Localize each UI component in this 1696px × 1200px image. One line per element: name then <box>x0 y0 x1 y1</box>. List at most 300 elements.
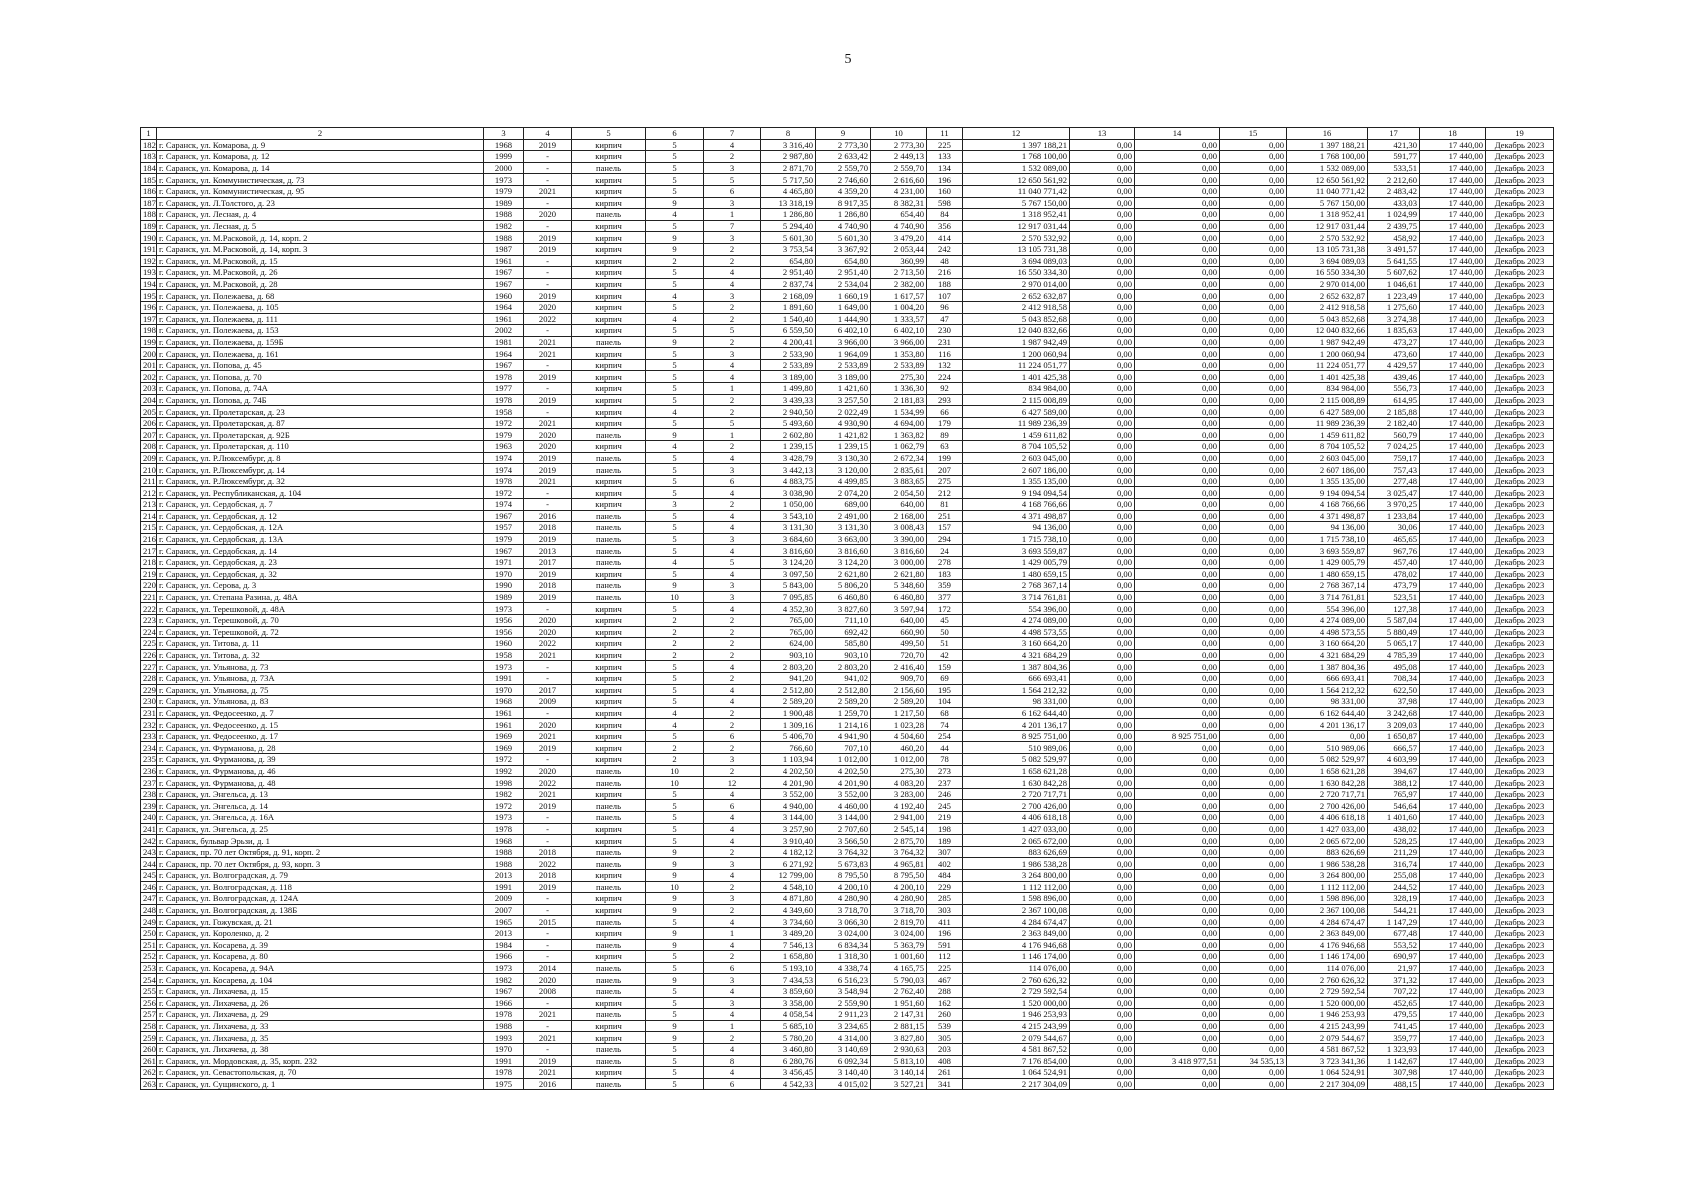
table-cell: панель <box>572 939 646 951</box>
table-cell: г. Саранск, ул. Терешковой, д. 48А <box>157 603 484 615</box>
table-cell: 17 440,00 <box>1420 464 1486 476</box>
table-cell: 3 160 664,20 <box>963 638 1070 650</box>
table-cell: 0,00 <box>1070 649 1135 661</box>
table-cell: 2018 <box>524 522 572 534</box>
table-cell: 0,00 <box>1070 1043 1135 1055</box>
table-cell: 1 239,15 <box>761 441 816 453</box>
table-cell: г. Саранск, ул. Терешковой, д. 72 <box>157 626 484 638</box>
table-cell: 0,00 <box>1220 614 1287 626</box>
table-cell: 1963 <box>484 441 524 453</box>
table-cell: 0,00 <box>1135 1032 1220 1044</box>
table-cell: 6 162 644,40 <box>1287 707 1368 719</box>
table-cell: 2019 <box>524 1055 572 1067</box>
table-cell: - <box>524 823 572 835</box>
table-cell: 834 984,00 <box>1287 383 1368 395</box>
table-cell: 8 382,31 <box>871 197 927 209</box>
table-cell: 0,00 <box>1070 383 1135 395</box>
table-cell: 0,00 <box>1135 858 1220 870</box>
table-cell: г. Саранск, ул. Титова, д. 11 <box>157 638 484 650</box>
table-cell: 0,00 <box>1135 1020 1220 1032</box>
table-row <box>141 394 1554 406</box>
table-row <box>141 383 1554 395</box>
table-cell: 2 412 918,58 <box>1287 301 1368 313</box>
table-cell: Декабрь 2023 <box>1486 359 1554 371</box>
table-cell: - <box>524 325 572 337</box>
table-cell: 0,00 <box>1135 777 1220 789</box>
table-cell: Декабрь 2023 <box>1486 672 1554 684</box>
table-cell: 0,00 <box>1220 243 1287 255</box>
table-cell: 6 427 589,00 <box>963 406 1070 418</box>
table-cell: 0,00 <box>1135 452 1220 464</box>
table-cell: 0,00 <box>1135 301 1220 313</box>
table-cell: Декабрь 2023 <box>1486 313 1554 325</box>
table-cell: 17 440,00 <box>1420 278 1486 290</box>
table-cell: 3 <box>704 197 761 209</box>
table-cell: 9 <box>646 846 704 858</box>
table-cell: - <box>524 939 572 951</box>
table-cell: 2 533,90 <box>761 348 816 360</box>
table-cell: 172 <box>927 603 963 615</box>
table-cell: 2 065 672,00 <box>963 835 1070 847</box>
table-cell: 0,00 <box>1070 684 1135 696</box>
table-cell: 883 626,69 <box>1287 846 1368 858</box>
table-cell: 9 <box>646 232 704 244</box>
table-cell: 0,00 <box>1220 661 1287 673</box>
table-cell: 1964 <box>484 348 524 360</box>
table-cell: 3 <box>704 591 761 603</box>
table-cell: 30,06 <box>1368 522 1420 534</box>
table-cell: 0,00 <box>1220 441 1287 453</box>
table-cell: г. Саранск, пр. 70 лет Октября, д. 91, корп. 2 <box>157 846 484 858</box>
table-cell: 0,00 <box>1135 475 1220 487</box>
table-cell: 1961 <box>484 313 524 325</box>
table-cell: 17 440,00 <box>1420 846 1486 858</box>
table-cell: г. Саранск, ул. Полежаева, д. 159Б <box>157 336 484 348</box>
table-cell: 4 <box>704 139 761 151</box>
table-cell: 17 440,00 <box>1420 556 1486 568</box>
table-cell: 9 <box>646 580 704 592</box>
table-cell: 0,00 <box>1070 707 1135 719</box>
table-cell: 245 <box>927 800 963 812</box>
table-cell: 1975 <box>484 1078 524 1090</box>
table-cell: Декабрь 2023 <box>1486 823 1554 835</box>
table-cell: 4 349,60 <box>761 904 816 916</box>
table-cell: 1 214,16 <box>816 719 871 731</box>
table-cell: 591 <box>927 939 963 951</box>
table-row <box>141 858 1554 870</box>
table-cell: 654,80 <box>761 255 816 267</box>
table-cell: 3 491,57 <box>1368 243 1420 255</box>
table-cell: 0,00 <box>1220 788 1287 800</box>
table-cell: Декабрь 2023 <box>1486 684 1554 696</box>
table-cell: 4 406 618,18 <box>1287 812 1368 824</box>
table-cell: 17 440,00 <box>1420 151 1486 163</box>
table-cell: 4 <box>704 835 761 847</box>
table-cell: 190 <box>141 232 157 244</box>
table-cell: 1970 <box>484 1043 524 1055</box>
table-cell: 4 176 946,68 <box>1287 939 1368 951</box>
table-cell: кирпич <box>572 1032 646 1044</box>
table-cell: 217 <box>141 545 157 557</box>
table-cell: кирпич <box>572 174 646 186</box>
table-cell: 3 189,00 <box>761 371 816 383</box>
table-cell: г. Саранск, ул. Волгоградская, д. 118 <box>157 881 484 893</box>
table-cell: 2 768 367,14 <box>963 580 1070 592</box>
table-row <box>141 603 1554 615</box>
column-header: 13 <box>1070 128 1135 140</box>
table-cell: Декабрь 2023 <box>1486 556 1554 568</box>
table-cell: 0,00 <box>1070 985 1135 997</box>
table-cell: 2 <box>646 754 704 766</box>
table-row <box>141 325 1554 337</box>
table-cell: 307 <box>927 846 963 858</box>
table-cell: 0,00 <box>1070 313 1135 325</box>
table-cell: 2009 <box>484 893 524 905</box>
table-cell: 0,00 <box>1135 313 1220 325</box>
table-cell: 1 444,90 <box>816 313 871 325</box>
table-cell: 6 427 589,00 <box>1287 406 1368 418</box>
table-cell: 4 <box>704 788 761 800</box>
table-cell: 1972 <box>484 487 524 499</box>
table-cell: 0,00 <box>1070 939 1135 951</box>
table-cell: г. Саранск, ул. Косарева, д. 80 <box>157 951 484 963</box>
table-cell: 4 740,90 <box>816 220 871 232</box>
table-cell: 4 321 684,29 <box>963 649 1070 661</box>
table-cell: 0,00 <box>1070 893 1135 905</box>
table-cell: 17 440,00 <box>1420 243 1486 255</box>
table-cell: 909,70 <box>871 672 927 684</box>
table-cell: 305 <box>927 1032 963 1044</box>
table-cell: 17 440,00 <box>1420 383 1486 395</box>
table-cell: 48 <box>927 255 963 267</box>
table-row <box>141 696 1554 708</box>
table-cell: г. Саранск, ул. Лихачева, д. 33 <box>157 1020 484 1032</box>
table-cell: 17 440,00 <box>1420 927 1486 939</box>
table-cell: 1961 <box>484 707 524 719</box>
table-cell: г. Саранск, пр. 70 лет Октября, д. 93, корп. 3 <box>157 858 484 870</box>
table-cell: 17 440,00 <box>1420 441 1486 453</box>
table-cell: 0,00 <box>1220 267 1287 279</box>
table-cell: 1 024,99 <box>1368 209 1420 221</box>
table-cell: 2 <box>704 672 761 684</box>
table-cell: 17 440,00 <box>1420 290 1486 302</box>
table-cell: Декабрь 2023 <box>1486 812 1554 824</box>
table-cell: 12 <box>704 777 761 789</box>
table-cell: 0,00 <box>1135 974 1220 986</box>
table-cell: 1 480 659,15 <box>1287 568 1368 580</box>
table-cell: 0,00 <box>1070 267 1135 279</box>
table-cell: 0,00 <box>1220 556 1287 568</box>
table-cell: 1 223,49 <box>1368 290 1420 302</box>
table-cell: 0,00 <box>1220 835 1287 847</box>
table-cell: 622,50 <box>1368 684 1420 696</box>
table-cell: 2020 <box>524 719 572 731</box>
table-row <box>141 904 1554 916</box>
table-cell: 3 764,32 <box>816 846 871 858</box>
table-cell: 210 <box>141 464 157 476</box>
table-cell: 757,43 <box>1368 464 1420 476</box>
table-cell: 263 <box>141 1078 157 1090</box>
table-cell: 458,92 <box>1368 232 1420 244</box>
table-cell: 4 200,10 <box>871 881 927 893</box>
table-cell: 17 440,00 <box>1420 765 1486 777</box>
table-cell: 6 <box>704 800 761 812</box>
table-cell: 421,30 <box>1368 139 1420 151</box>
table-cell: 3 140,14 <box>871 1067 927 1079</box>
table-cell: панель <box>572 974 646 986</box>
table-cell: - <box>524 255 572 267</box>
table-cell: кирпич <box>572 394 646 406</box>
table-cell: 4 965,81 <box>871 858 927 870</box>
table-cell: 2016 <box>524 510 572 522</box>
table-cell: 2 439,75 <box>1368 220 1420 232</box>
table-cell: 4 168 766,66 <box>1287 499 1368 511</box>
table-cell: 4 871,80 <box>761 893 816 905</box>
table-cell: 214 <box>141 510 157 522</box>
table-cell: 5 <box>646 301 704 313</box>
table-cell: 0,00 <box>1287 730 1368 742</box>
table-cell: 74 <box>927 719 963 731</box>
table-cell: 8 <box>704 1055 761 1067</box>
table-cell: 0,00 <box>1070 336 1135 348</box>
table-cell: Декабрь 2023 <box>1486 429 1554 441</box>
table-cell: 1 520 000,00 <box>1287 997 1368 1009</box>
table-cell: 237 <box>927 777 963 789</box>
table-cell: - <box>524 278 572 290</box>
table-cell: г. Саранск, ул. Энгельса, д. 13 <box>157 788 484 800</box>
table-cell: 3 242,68 <box>1368 707 1420 719</box>
table-cell: 5 363,79 <box>871 939 927 951</box>
table-cell: 69 <box>927 672 963 684</box>
table-cell: 2 217 304,09 <box>1287 1078 1368 1090</box>
table-cell: Декабрь 2023 <box>1486 742 1554 754</box>
table-cell: 84 <box>927 209 963 221</box>
table-cell: г. Саранск, ул. М.Расковой, д. 26 <box>157 267 484 279</box>
table-cell: 183 <box>141 151 157 163</box>
table-cell: 228 <box>141 672 157 684</box>
table-cell: 0,00 <box>1220 383 1287 395</box>
table-cell: 3 <box>704 464 761 476</box>
table-cell: 6 <box>704 1078 761 1090</box>
table-cell: 1973 <box>484 603 524 615</box>
table-cell: кирпич <box>572 348 646 360</box>
table-cell: г. Саранск, ул. Волгоградская, д. 79 <box>157 870 484 882</box>
table-cell: 17 440,00 <box>1420 1067 1486 1079</box>
table-cell: 4 371 498,87 <box>1287 510 1368 522</box>
table-cell: кирпич <box>572 487 646 499</box>
table-cell: г. Саранск, ул. Лесная, д. 5 <box>157 220 484 232</box>
table-cell: 5 780,20 <box>761 1032 816 1044</box>
table-cell: 0,00 <box>1220 290 1287 302</box>
table-cell: 1 <box>704 429 761 441</box>
table-cell: 17 440,00 <box>1420 997 1486 1009</box>
table-cell: 1 401,60 <box>1368 812 1420 824</box>
table-cell: 235 <box>141 754 157 766</box>
table-cell: 3 <box>704 754 761 766</box>
table-cell: г. Саранск, ул. Р.Люксембург, д. 8 <box>157 452 484 464</box>
table-cell: 17 440,00 <box>1420 232 1486 244</box>
table-cell: 1 046,61 <box>1368 278 1420 290</box>
table-cell: 1 <box>704 927 761 939</box>
table-cell: 0,00 <box>1135 394 1220 406</box>
table-cell: 3 489,20 <box>761 927 816 939</box>
column-header: 3 <box>484 128 524 140</box>
table-cell: 1 309,16 <box>761 719 816 731</box>
table-cell: 0,00 <box>1135 881 1220 893</box>
table-cell: 0,00 <box>1070 962 1135 974</box>
table-cell: 17 440,00 <box>1420 220 1486 232</box>
table-cell: 4 498 573,55 <box>1287 626 1368 638</box>
table-cell: 0,00 <box>1070 696 1135 708</box>
table-cell: 1 598 896,00 <box>963 893 1070 905</box>
table-cell: 2 533,89 <box>761 359 816 371</box>
table-cell: кирпич <box>572 441 646 453</box>
table-cell: 17 440,00 <box>1420 962 1486 974</box>
table-cell: 1988 <box>484 209 524 221</box>
table-cell: 1 421,60 <box>816 383 871 395</box>
table-cell: 720,70 <box>871 649 927 661</box>
table-cell: 0,00 <box>1220 916 1287 928</box>
table-cell: 1991 <box>484 1055 524 1067</box>
table-cell: 3 566,50 <box>816 835 871 847</box>
table-cell: 17 440,00 <box>1420 313 1486 325</box>
table-cell: 238 <box>141 788 157 800</box>
table-cell: 1957 <box>484 522 524 534</box>
table-cell: кирпич <box>572 638 646 650</box>
table-cell: 17 440,00 <box>1420 1043 1486 1055</box>
table-cell: г. Саранск, ул. Пролетарская, д. 23 <box>157 406 484 418</box>
table-cell: 0,00 <box>1070 417 1135 429</box>
table-cell: г. Саранск, ул. Пролетарская, д. 92Б <box>157 429 484 441</box>
table-cell: 2 707,60 <box>816 823 871 835</box>
table-cell: - <box>524 754 572 766</box>
table-cell: 438,02 <box>1368 823 1420 835</box>
table-cell: панель <box>572 962 646 974</box>
table-cell: кирпич <box>572 835 646 847</box>
table-cell: 0,00 <box>1070 742 1135 754</box>
table-cell: 765,97 <box>1368 788 1420 800</box>
table-cell: 17 440,00 <box>1420 510 1486 522</box>
table-cell: 3 140,40 <box>816 1067 871 1079</box>
table-cell: 2 <box>704 742 761 754</box>
table-cell: 3 131,30 <box>761 522 816 534</box>
table-row <box>141 313 1554 325</box>
table-row <box>141 151 1554 163</box>
table-cell: Декабрь 2023 <box>1486 220 1554 232</box>
table-cell: 0,00 <box>1070 209 1135 221</box>
table-cell: 0,00 <box>1220 499 1287 511</box>
table-cell: 16 550 334,30 <box>963 267 1070 279</box>
table-cell: 741,45 <box>1368 1020 1420 1032</box>
table-cell: 285 <box>927 893 963 905</box>
table-cell: 9 <box>646 336 704 348</box>
table-cell: панель <box>572 1055 646 1067</box>
table-cell: 4 542,33 <box>761 1078 816 1090</box>
table-cell: 0,00 <box>1135 325 1220 337</box>
table-cell: Декабрь 2023 <box>1486 881 1554 893</box>
table-cell: 17 440,00 <box>1420 209 1486 221</box>
table-cell: Декабрь 2023 <box>1486 974 1554 986</box>
table-cell: 204 <box>141 394 157 406</box>
table-cell: 495,08 <box>1368 661 1420 673</box>
table-cell: 1 459 611,82 <box>1287 429 1368 441</box>
table-cell: 473,79 <box>1368 580 1420 592</box>
table-row <box>141 927 1554 939</box>
table-row <box>141 638 1554 650</box>
table-cell: 219 <box>927 812 963 824</box>
table-cell: 1 429 005,79 <box>963 556 1070 568</box>
table-cell: 6 <box>704 185 761 197</box>
table-cell: 2 <box>704 336 761 348</box>
table-cell: 0,00 <box>1220 719 1287 731</box>
table-cell: 2022 <box>524 858 572 870</box>
table-cell: 0,00 <box>1070 626 1135 638</box>
column-header: 15 <box>1220 128 1287 140</box>
table-cell: 2 <box>704 499 761 511</box>
table-cell: кирпич <box>572 151 646 163</box>
table-cell: 249 <box>141 916 157 928</box>
table-cell: 0,00 <box>1220 974 1287 986</box>
table-cell: 0,00 <box>1220 151 1287 163</box>
table-cell: Декабрь 2023 <box>1486 846 1554 858</box>
table-cell: 17 440,00 <box>1420 499 1486 511</box>
table-cell: 0,00 <box>1220 707 1287 719</box>
table-cell: 3 124,20 <box>816 556 871 568</box>
table-cell: 1973 <box>484 174 524 186</box>
table-cell: кирпич <box>572 313 646 325</box>
table-cell: 4 284 674,47 <box>963 916 1070 928</box>
table-cell: 1 363,82 <box>871 429 927 441</box>
table-cell: 0,00 <box>1220 533 1287 545</box>
table-cell: 0,00 <box>1070 1020 1135 1032</box>
table-cell: 17 440,00 <box>1420 916 1486 928</box>
table-cell: 402 <box>927 858 963 870</box>
table-cell: 0,00 <box>1220 800 1287 812</box>
table-cell: 220 <box>141 580 157 592</box>
table-cell: панель <box>572 452 646 464</box>
table-cell: 0,00 <box>1135 985 1220 997</box>
table-cell: 2 970 014,00 <box>1287 278 1368 290</box>
table-cell: 0,00 <box>1135 591 1220 603</box>
table-cell: 0,00 <box>1220 823 1287 835</box>
table-cell: 241 <box>141 823 157 835</box>
table-cell: Декабрь 2023 <box>1486 730 1554 742</box>
table-cell: 6 559,50 <box>761 325 816 337</box>
table-cell: 17 440,00 <box>1420 626 1486 638</box>
table-cell: 194 <box>141 278 157 290</box>
table-cell: 17 440,00 <box>1420 348 1486 360</box>
table-cell: 0,00 <box>1070 951 1135 963</box>
table-cell: 1 520 000,00 <box>963 997 1070 1009</box>
table-cell: кирпич <box>572 788 646 800</box>
table-cell: 17 440,00 <box>1420 545 1486 557</box>
table-cell: 3 816,60 <box>871 545 927 557</box>
table-cell: 17 440,00 <box>1420 174 1486 186</box>
table-cell: 3 390,00 <box>871 533 927 545</box>
table-cell: панель <box>572 1009 646 1021</box>
table-cell: 7 176 854,00 <box>963 1055 1070 1067</box>
table-cell: 5 <box>646 139 704 151</box>
table-cell: 1972 <box>484 754 524 766</box>
table-row <box>141 185 1554 197</box>
table-row <box>141 742 1554 754</box>
table-cell: 11 989 236,39 <box>963 417 1070 429</box>
table-row <box>141 916 1554 928</box>
table-cell: 0,00 <box>1070 846 1135 858</box>
table-cell: 273 <box>927 765 963 777</box>
table-cell: 0,00 <box>1220 510 1287 522</box>
table-cell: кирпич <box>572 614 646 626</box>
